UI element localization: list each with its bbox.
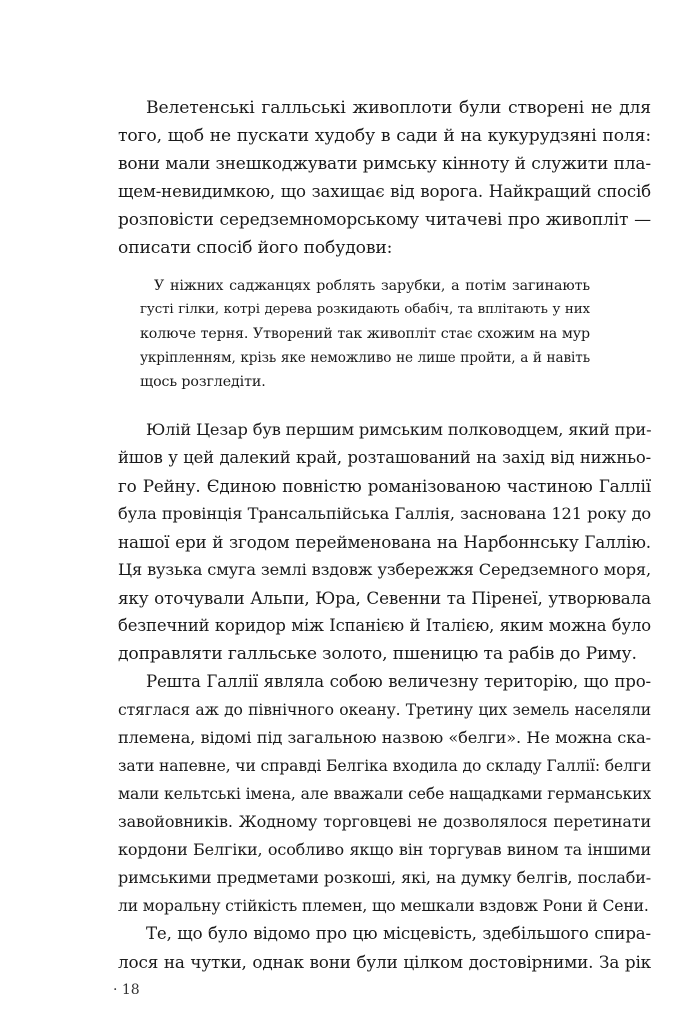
text-line: того, щоб не пускати худобу в сади й на кукурудзяні поля: (118, 126, 651, 146)
quote-line: густі гілки, котрі дерева розкидають обабіч, та вплітають у них (140, 302, 590, 317)
text-line: доправляти галльське золото, пшеницю та рабів до Риму. (118, 644, 637, 664)
quote-line: щось розгледіти. (140, 374, 266, 390)
text-line: завойовників. Жодному торговцеві не дозволялося перетинати (118, 812, 651, 831)
quote-line: укріпленням, крізь яке неможливо не лише пройти, а й навіть (140, 350, 590, 366)
text-line: ли моральну стійкість племен, що мешкали вздовж Рони й Сени. (118, 897, 649, 915)
text-line: безпечний коридор між Іспанією й Італією, яким можна було (118, 616, 651, 635)
text-line: описати спосіб його побудови: (118, 238, 393, 258)
page-number: · 18 (113, 982, 140, 998)
quote-line: У ніжних саджанцях роблять зарубки, а потім загинають (154, 278, 590, 294)
text-line: племена, відомі під загальною назвою «белги». Не можна ска- (118, 728, 651, 747)
text-line: була провінція Трансальпійська Галлія, заснована 121 року до (118, 504, 651, 523)
text-line: нашої ери й згодом перейменована на Нарбоннську Галлію. (118, 532, 651, 552)
quote-line: колюче терня. Утворений так живопліт стає схожим на мур (140, 326, 590, 342)
text-line: зати напевне, чи справді Белгіка входила до складу Галлії: белги (118, 757, 652, 775)
text-line: римськими предметами розкоші, які, на думку белгів, послаби- (118, 868, 651, 887)
text-line: Юлій Цезар був першим римським полководцем, який при- (146, 420, 652, 439)
text-line: мали кельтські імена, але вважали себе нащадками германських (118, 785, 651, 803)
text-line: го Рейну. Єдиною повністю романізованою частиною Галлії (118, 476, 651, 496)
text-line: розповісти середземноморському читачеві про живопліт — (118, 210, 651, 230)
text-line: Те, що було відомо про цю місцевість, здебільшого спира- (146, 924, 651, 943)
text-line: Велетенські галльські живоплоти були створені не для (146, 98, 651, 118)
text-line: яку оточували Альпи, Юра, Севенни та Піренеї, утворювала (118, 588, 651, 608)
text-line: лося на чутки, однак вони були цілком достовірними. За рік (118, 952, 651, 972)
text-line: щем-невидимкою, що захищає від ворога. Найкращий спосіб (118, 182, 651, 201)
text-line: кордони Белгіки, особливо якщо він торгував вином та іншими (118, 840, 651, 859)
text-line: стяглася аж до північного океану. Третину цих земель населяли (118, 701, 651, 719)
text-line: Ця вузька смуга землі вздовж узбережжя Середземного моря, (118, 560, 651, 579)
text-line: йшов у цей далекий край, розташований на захід від нижньо- (118, 448, 651, 467)
text-line: вони мали знешкоджувати римську кінноту й служити пла- (118, 154, 651, 174)
text-line: Решта Галлії являла собою величезну територію, що про- (146, 672, 651, 691)
